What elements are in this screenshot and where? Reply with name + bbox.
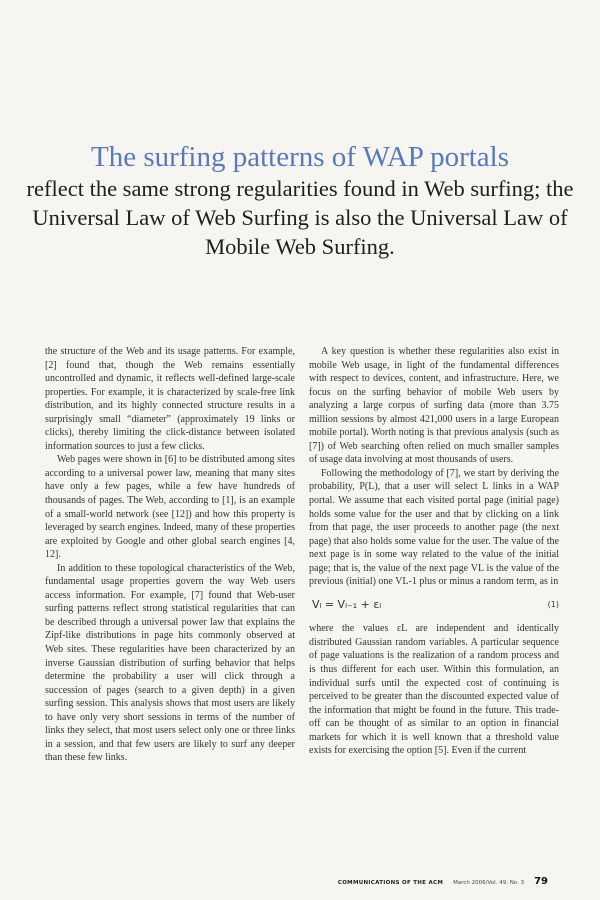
right-column: [309, 345, 559, 758]
equation: [309, 598, 559, 612]
paragraph: Web pages were shown in [6] to be distributed among sites according to a universal power law, meaning that many sites have only a few pages, while a few have hundreds of thousands of pages. The Web, according to [1], is an example of a small-world network (see [12]) and how this property is leveraged by search engines. Indeed, many of these properties are exploited by Google and other global search engines [4, 12].: [45, 454, 295, 561]
equation-number: (1): [547, 599, 559, 609]
paragraph: In addition to these topological characteristics of the Web, fundamental usage properties govern the way Web users access information. For example, [7] found that Web-user surfing patterns reflect strong statistical regularities that can be described through a universal power law that explains the Zipf-like distributions in page hits commonly observed at Web sites. These regularities have been characterized by an inverse Gaussian distribution of surfing behavior that helps determine the probability a user will click through a succession of pages (search to a given depth) in a given surfing session. This analysis shows that most users are likely to have only very short sessions in terms of the number of links they select, that most users select only one or three links in a session, and that few users are likely to surf any deeper than these few links.: [45, 562, 295, 764]
pull-quote: [20, 140, 580, 261]
equation-expression: Vₗ = Vₗ₋₁ + εₗ: [312, 597, 382, 611]
pull-quote-body: reflect the same strong regularities found in Web surfing; the Universal Law of Web Surfing is also the Universal Law of Mobile Web Surfing.: [26, 176, 574, 259]
paragraph: the structure of the Web and its usage patterns. For example, [2] found that, though the Web remains essentially uncontrolled and dynamic, it reflects well-defined large-scale properties. For example, it is characterized by scale-free link distribution, and its highly connected structure results in a surprisingly small “diameter” (approximately 19 links or clicks), thereby limiting the click-distance between isolated information sources to just a few clicks.: [45, 346, 295, 452]
page-footer: [338, 876, 548, 887]
paragraph: A key question is whether these regularities also exist in mobile Web usage, in light of the fundamental differences with respect to devices, content, and infrastructure. Here, we focus on the surfing behavior of mobile Web users by analyzing a large corpus of surfing data (more than 3.75 million sessions by almost 421,000 users in a large European mobile portal). Worth noting is that previous analysis (such as [7]) of Web searching often relied on much smaller samples of usage data involving at most thousands of users.: [309, 346, 559, 466]
journal-name: COMMUNICATIONS OF THE ACM: [337, 880, 444, 886]
paragraph: Following the methodology of [7], we start by deriving the probability, P(L), that a user will select L links in a WAP portal. We assume that each visited portal page (initial page) holds some value for the user and that by clicking on a link from that page, the user proceeds to another page (the next page) that also holds some value for the user. The value of the next page is in some way related to the value of the initial page; that is, the value of the next page VL is the value of the previous (initial) one VL-1 plus or minus a random term, as in: [309, 467, 559, 588]
pull-quote-lead: The surfing patterns of WAP portals: [90, 141, 509, 173]
left-column: [45, 345, 295, 765]
paragraph: where the values εL are independent and identically distributed Gaussian random variables. A particular sequence of page valuations is the realization of a random process and is thus different for each user. Within this formulation, an individual surfs until the expected cost of continuing is perceived to be greater than the discounted expected value of the information that might be found in the future. This trade-off can be thought of as similar to an option in financial markets for which it is well known that a threshold value exists for exercising the option [5]. Even if the current: [309, 623, 559, 757]
issue-info: March 2006/Vol. 49, No. 3: [453, 880, 525, 886]
page-number: 79: [534, 876, 548, 887]
